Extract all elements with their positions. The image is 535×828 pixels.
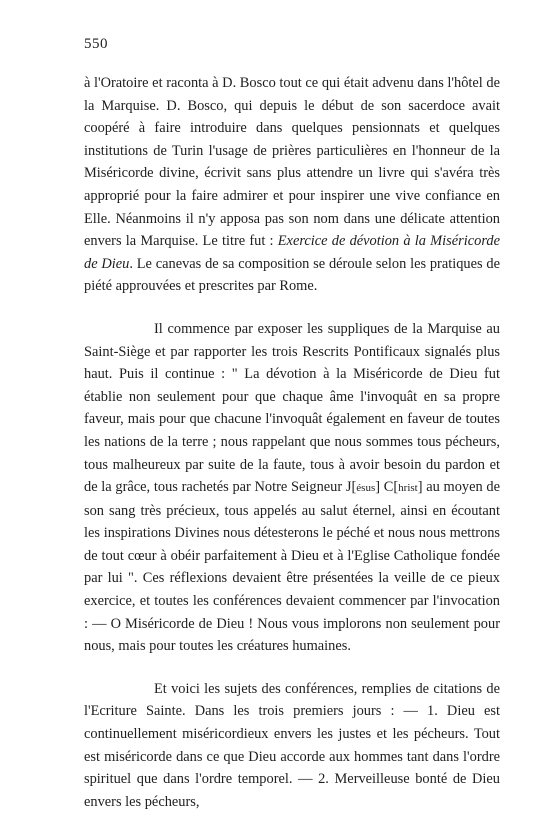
body-text (84, 72, 500, 813)
abbrev-christ: hrist (398, 482, 418, 495)
paragraph-2-text-start: Il commence par exposer les suppliques de la Marquise au Saint-Siège et par rapporter les trois Rescrits Pontificaux signalés plus haut. Puis il continue : " La dévotion à la Miséricorde de Dieu fut établie non seulement pour que chaque âme l'invoquât en sa propre faveur, mais pour que chacune l'invoquât également en faveur de toutes les nations de la terre ; nous rappelant que nous sommes tous pécheurs, tous malheureux par suite de la faute, tous à avoir besoin du pardon et de la grâce, tous rachetés par Notre Seigneur J[ (84, 320, 500, 496)
paragraph-2-text-end: ] au moyen de son sang très précieux, tous appelés au salut éternel, ainsi en écoutant les inspirations Divines nous détesterons le péché et nous nous mettrons de tout cœur à obéir parfaitement à Dieu et à l'Eglise Catholique fondée par lui ". Ces réflexions devaient être présentées la veille de ce pieux exercice, et toutes les conférences devaient commencer par l'invocation : — O Miséricorde de Dieu ! Nous vous implorons non seulement pour nous, mais pour toutes les créatures humaines. (84, 479, 501, 655)
paragraph-3-text: Et voici les sujets des conférences, remplies de citations de l'Ecriture Sainte. Dans les trois premiers jours : — 1. Dieu est continuellement miséricordieux envers les justes et les pécheurs. Tout est miséricorde dans ce que Dieu accorde aux hommes tant dans l'ordre spirituel que dans l'ordre temporel. — 2. Merveilleuse bonté de Dieu envers les pécheurs, (84, 680, 500, 810)
paragraph-1-continuation: . Le canevas de sa composition se déroule selon les pratiques de piété approuvées et prescrites par Rome. (84, 255, 500, 295)
paragraph-1-text: à l'Oratoire et raconta à D. Bosco tout ce qui était advenu dans l'hôtel de la Marquise. D. Bosco, qui depuis le début de son sacerdoce avait coopéré à faire introduire dans quelques pensionnats et quelques institutions de Turin l'usage de prières particulières en l'honneur de la Miséricorde divine, écrivit sans plus attendre un livre qui s'avéra très approprié pour la faire admirer et pour inspirer une vive confiance en Elle. Néanmoins il n'y apposa pas son nom dans une délicate attention envers la Marquise. Le titre fut : (84, 75, 500, 250)
paragraph-3 (84, 678, 500, 814)
paragraph-1 (84, 72, 500, 298)
abbrev-jesus: ésus (356, 482, 376, 495)
book-title: Exercice de dévotion à la Miséricorde de Dieu (84, 233, 500, 272)
paragraph-2 (84, 318, 500, 658)
page-number: 550 (84, 36, 108, 52)
paragraph-2-text-mid: ] C[ (375, 479, 399, 496)
